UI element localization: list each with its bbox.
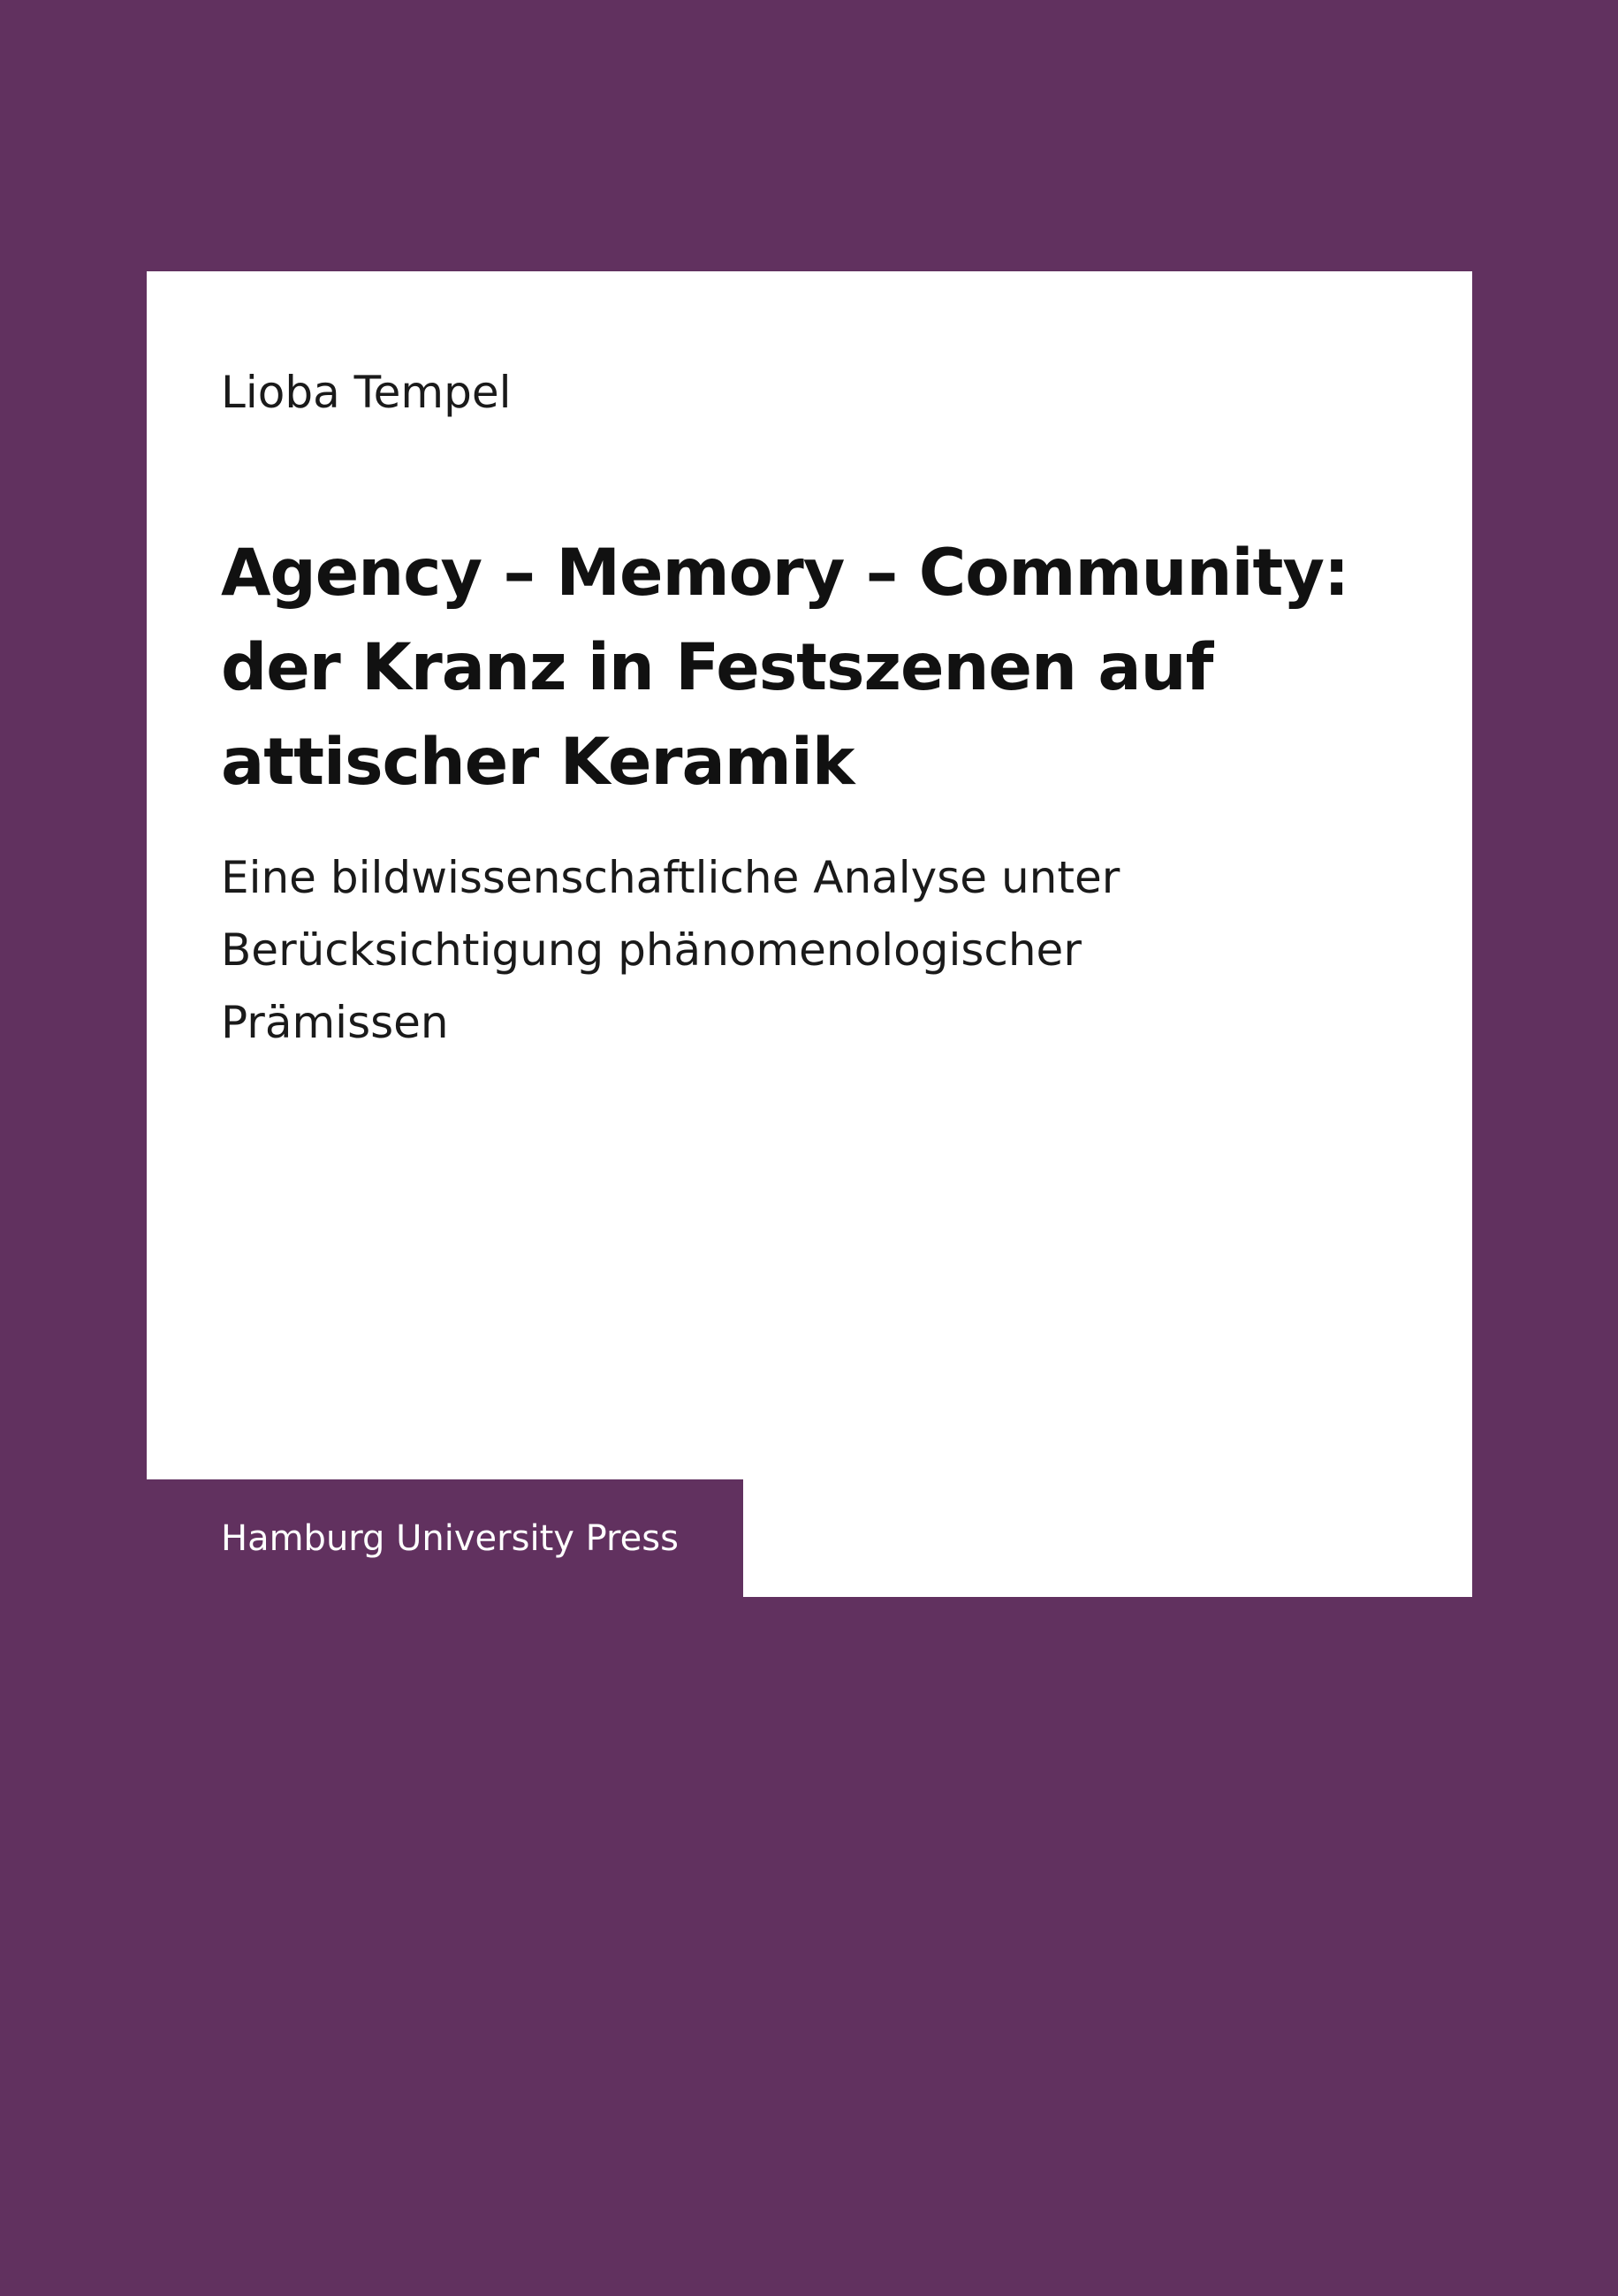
book-subtitle-line: Eine bildwissenschaftliche Analyse unter <box>221 852 1120 903</box>
book-title-line: Agency – Memory – Community: <box>221 536 1349 611</box>
book-title-line: attischer Keramik <box>221 725 855 800</box>
book-subtitle-line: Prämissen <box>221 997 449 1048</box>
book-title-line: der Kranz in Festszenen auf <box>221 630 1213 705</box>
title-panel-lower-extension <box>743 1476 1472 1597</box>
publisher-name: Hamburg University Press <box>221 1518 679 1559</box>
author-name: Lioba Tempel <box>221 367 512 418</box>
book-subtitle <box>221 841 1387 1059</box>
book-subtitle-line: Berücksichtigung phänomenologischer <box>221 924 1082 976</box>
book-title <box>221 526 1387 810</box>
